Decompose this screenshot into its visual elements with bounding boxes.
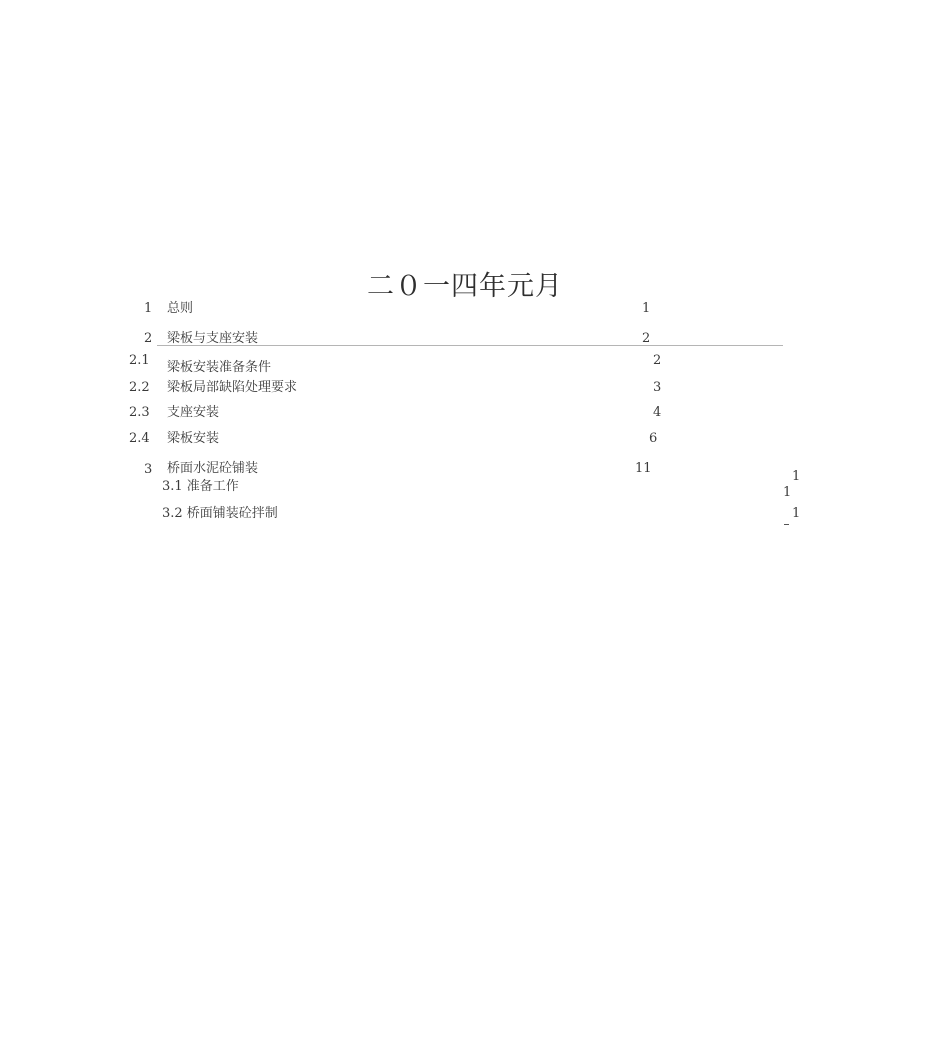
toc-label[interactable]: 梁板安装准备条件 bbox=[167, 360, 272, 375]
section-divider-line bbox=[157, 345, 783, 346]
toc-page-number: 2 bbox=[653, 353, 662, 368]
toc-label[interactable]: 3.2 桥面铺装砼拌制 bbox=[162, 506, 278, 521]
toc-number: 1 bbox=[144, 301, 153, 316]
toc-label[interactable]: 梁板与支座安装 bbox=[167, 331, 259, 346]
document-date-title: 二０一四年元月 bbox=[367, 271, 563, 302]
toc-number: 2 bbox=[144, 331, 153, 346]
toc-page-number: 3 bbox=[653, 380, 662, 395]
toc-page-number: 1 bbox=[783, 485, 792, 500]
toc-page-number: 1 bbox=[642, 301, 651, 316]
toc-page-number: 11 bbox=[635, 461, 652, 476]
toc-label[interactable]: 3.1 准备工作 bbox=[162, 479, 239, 494]
toc-label[interactable]: 梁板局部缺陷处理要求 bbox=[167, 380, 298, 395]
toc-page-number: 2 bbox=[642, 331, 651, 346]
toc-number: 2.4 bbox=[129, 431, 150, 446]
toc-label[interactable]: 支座安装 bbox=[167, 405, 220, 420]
toc-number: 2.2 bbox=[129, 380, 150, 395]
toc-label[interactable]: 桥面水泥砼铺装 bbox=[167, 461, 259, 476]
toc-label[interactable]: 梁板安装 bbox=[167, 431, 220, 446]
toc-number: 3 bbox=[144, 462, 153, 477]
toc-page-number: 4 bbox=[653, 405, 662, 420]
toc-label[interactable]: 总则 bbox=[167, 301, 194, 316]
toc-label-clipped bbox=[167, 360, 307, 376]
toc-page-number: 1 bbox=[792, 506, 801, 521]
text-fragment-mark bbox=[784, 524, 789, 525]
toc-number: 2.1 bbox=[129, 353, 150, 368]
toc-page-number: 1 bbox=[792, 469, 801, 484]
toc-page-number: 6 bbox=[649, 431, 658, 446]
toc-number: 2.3 bbox=[129, 405, 150, 420]
